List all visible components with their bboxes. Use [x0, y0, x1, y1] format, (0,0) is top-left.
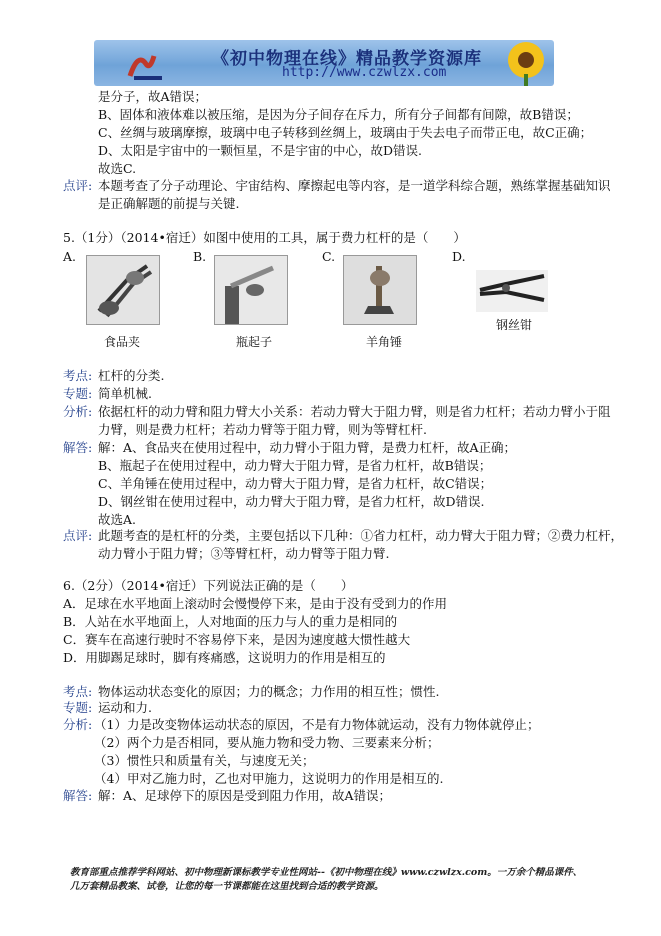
q6-option-a: A．足球在水平地面上滚动时会慢慢停下来，是由于没有受到力的作用	[63, 596, 448, 611]
q5-option-d: D.	[452, 249, 466, 264]
q6-solution-line-1: 解：A、足球停下的原因是受到阻力作用，故A错误；	[98, 788, 392, 803]
q5-solution-label: 解答:	[63, 440, 93, 455]
bottle-opener-image	[214, 255, 288, 325]
banner-url[interactable]: http://www.czwlzx.com	[282, 65, 447, 80]
q6-topic-label: 专题:	[63, 700, 93, 715]
q6-analysis-line-2: （2）两个力是否相同，要从施力物和受力物、三要素来分析；	[94, 735, 440, 750]
q6-option-b: B．人站在水平地面上，人对地面的压力与人的重力是相同的	[63, 614, 398, 629]
q6-topic-text: 运动和力.	[98, 700, 152, 715]
q6-analysis-line-4: （4）甲对乙施力时，乙也对甲施力，这说明力的作用是相互的.	[94, 771, 444, 786]
q6-title: 6.（2分）（2014•宿迁）下列说法正确的是（ ）	[63, 578, 354, 593]
q4-answer-line-3: C、丝绸与玻璃摩擦，玻璃中电子转移到丝绸上，玻璃由于失去电子而带正电，故C正确；	[98, 125, 593, 140]
header-banner	[94, 40, 554, 86]
q5-keypoint-label: 考点:	[63, 368, 93, 383]
q5-option-c: C.	[322, 249, 336, 264]
q4-answer-line-1: 是分子，故A错误；	[98, 89, 208, 104]
q6-keypoint-text: 物体运动状态变化的原因；力的概念；力作用的相互性；惯性.	[98, 684, 440, 699]
q5-comment-line-2: 动力臂小于阻力臂；③等臂杠杆，动力臂等于阻力臂.	[98, 546, 390, 561]
q5-analysis-label: 分析:	[63, 404, 93, 419]
q5-solution-line-1: 解：A、食品夹在使用过程中，动力臂小于阻力臂，是费力杠杆，故A正确；	[98, 440, 517, 455]
q5-option-b: B.	[193, 249, 207, 264]
q6-keypoint-label: 考点:	[63, 684, 93, 699]
q4-comment-line-1: 本题考查了分子动理论、宇宙结构、摩擦起电等内容，是一道学科综合题，熟练掌握基础知识	[98, 178, 611, 193]
q5-comment-label: 点评:	[63, 528, 93, 543]
q5-analysis-line-1: 依据杠杆的动力臂和阻力臂大小关系：若动力臂大于阻力臂，则是省力杠杆；若动力臂小于阻	[98, 404, 611, 419]
food-tongs-image	[86, 255, 160, 325]
q5-solution-line-4: D、钢丝钳在使用过程中，动力臂大于阻力臂，是省力杠杆，故D错误.	[98, 494, 485, 509]
q4-comment-label: 点评:	[63, 178, 93, 193]
caption-claw-hammer: 羊角锤	[366, 335, 403, 349]
q5-solution-line-2: B、瓶起子在使用过程中，动力臂大于阻力臂，是省力杠杆，故B错误；	[98, 458, 492, 473]
footer-line-2: 几万套精品教案、试卷，让您的每一节课都能在这里找到合适的教学资源。	[70, 881, 384, 892]
q5-keypoint-text: 杠杆的分类.	[98, 368, 165, 383]
q5-title: 5.（1分）（2014•宿迁）如图中使用的工具，属于费力杠杆的是（ ）	[63, 230, 466, 245]
wire-pliers-image	[476, 270, 548, 312]
q6-option-c: C．赛车在高速行驶时不容易停下来，是因为速度越大惯性越大	[63, 632, 411, 647]
q6-solution-label: 解答:	[63, 788, 93, 803]
caption-food-tongs: 食品夹	[104, 335, 141, 349]
q6-analysis-label: 分析:	[63, 717, 93, 732]
q5-solution-line-3: C、羊角锤在使用过程中，动力臂大于阻力臂，是省力杠杆，故C错误；	[98, 476, 493, 491]
q4-comment-line-2: 是正确解题的前提与关键.	[98, 196, 240, 211]
q5-topic-label: 专题:	[63, 386, 93, 401]
q4-answer-choice: 故选C.	[98, 161, 137, 176]
site-logo-icon	[124, 46, 168, 82]
q4-answer-line-4: D、太阳是宇宙中的一颗恒星，不是宇宙的中心，故D错误.	[98, 143, 423, 158]
q6-option-d: D．用脚踢足球时，脚有疼痛感，这说明力的作用是相互的	[63, 650, 386, 665]
q6-analysis-line-3: （3）惯性只和质量有关，与速度无关；	[94, 753, 315, 768]
q5-solution-choice: 故选A.	[98, 512, 137, 527]
banner-title: 《初中物理在线》精品教学资源库	[212, 49, 482, 69]
caption-wire-pliers: 钢丝钳	[496, 318, 533, 332]
claw-hammer-image	[343, 255, 417, 325]
q6-analysis-line-1: （1）力是改变物体运动状态的原因，不是有力物体就运动，没有力物体就停止；	[94, 717, 540, 732]
caption-bottle-opener: 瓶起子	[236, 335, 273, 349]
q5-analysis-line-2: 力臂，则是费力杠杆；若动力臂等于阻力臂，则为等臂杠杆.	[98, 422, 427, 437]
footer-line-1: 教育部重点推荐学科网站、初中物理新课标教学专业性网站--《初中物理在线》www.czwlzx.com。一万余个精品课件、	[70, 867, 583, 878]
q4-answer-line-2: B、固体和液体难以被压缩，是因为分子间存在斥力，所有分子间都有间隙，故B错误；	[98, 107, 579, 122]
q5-option-a: A.	[63, 249, 77, 264]
sunflower-icon	[496, 40, 554, 86]
q5-topic-text: 简单机械.	[98, 386, 152, 401]
q5-comment-line-1: 此题考查的是杠杆的分类，主要包括以下几种：①省力杠杆，动力臂大于阻力臂；②费力杠杆，	[98, 528, 624, 543]
